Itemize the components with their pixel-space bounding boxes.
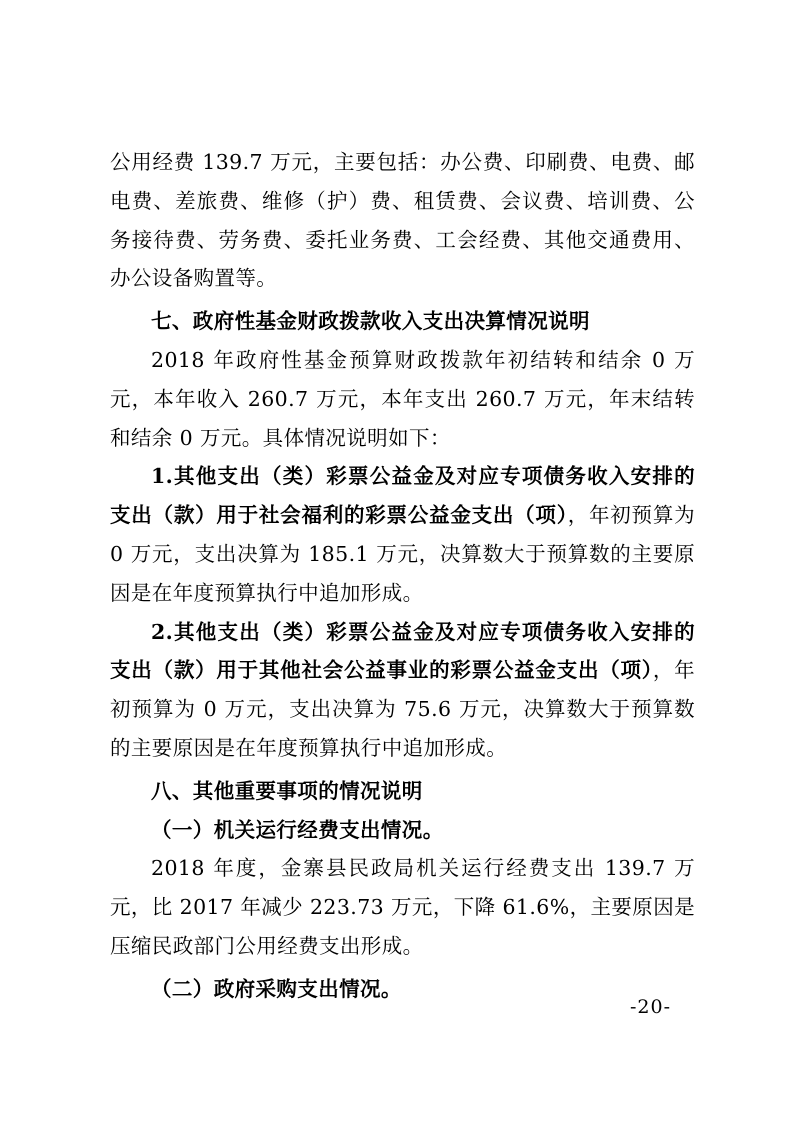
paragraph-item-2 [110, 613, 695, 768]
paragraph-operating-expenses: 2018 年度，金寨县民政局机关运行经费支出 139.7 万元，比 2017 年减少 223.73 万元，下降 61.6%，主要原因是压缩民政部门公用经费支出形成。 [110, 856, 695, 958]
subheading-operating-expenses: （一）机关运行经费支出情况。 [151, 817, 444, 842]
document-body [110, 143, 695, 1009]
paragraph-fund-summary: 2018 年政府性基金预算财政拨款年初结转和结余 0 万元，本年收入 260.7 万元，本年支出 260.7 万元，年末结转和结余 0 万元。具体情况说明如下： [110, 347, 695, 450]
paragraph-item-1 [110, 457, 695, 612]
item-1-title: 1.其他支出（类）彩票公益金及对应专项债务收入安排的支出（款）用于社会福利的彩票公益金支出（项） [110, 464, 695, 528]
paragraph-public-expenses: 公用经费 139.7 万元，主要包括：办公费、印刷费、电费、邮电费、差旅费、维修（护）费、租赁费、会议费、培训费、公务接待费、劳务费、委托业务费、工会经费、其他交通费用、办公设备购置等。 [110, 150, 695, 291]
section-heading-8: 八、其他重要事项的情况说明 [151, 778, 423, 803]
subheading-procurement: （二）政府采购支出情况。 [151, 976, 402, 1001]
item-2-title: 2.其他支出（类）彩票公益金及对应专项债务收入安排的支出（款）用于其他社会公益事业的彩票公益金支出（项） [110, 619, 695, 683]
section-heading-7: 七、政府性基金财政拨款收入支出决算情况说明 [151, 309, 590, 334]
page-number: -20- [630, 996, 672, 1018]
item-1-text: ，年初预算为 0 万元，支出决算为 185.1 万元，决算数大于预算数的主要原因是在年度预算执行中追加形成。 [110, 503, 695, 605]
item-2-text: ，年初预算为 0 万元，支出决算为 75.6 万元，决算数大于预算数的主要原因是在年度预算执行中追加形成。 [110, 658, 695, 760]
